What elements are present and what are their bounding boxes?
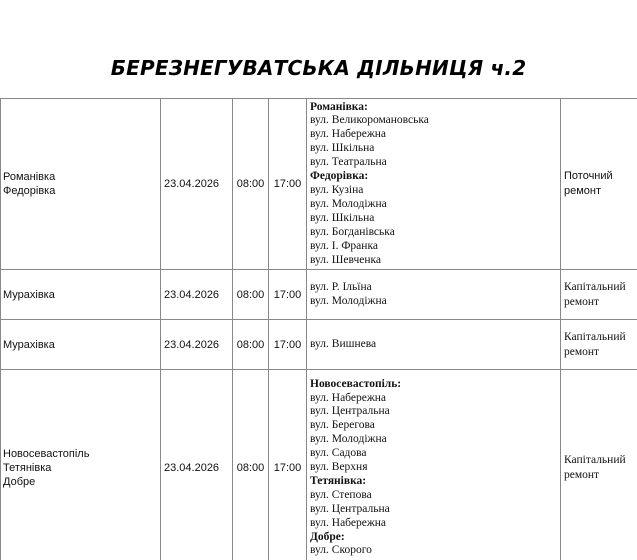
- work-type-cell: [561, 270, 637, 320]
- work-type-text: ремонт: [564, 345, 600, 358]
- locality-name: Федорівка: [3, 185, 56, 197]
- street-name: вул. Богданівська: [310, 225, 395, 238]
- street-name: вул. І. Франка: [310, 239, 378, 252]
- street-name: вул. Молодіжна: [310, 294, 387, 307]
- start-time-cell: 08:00: [233, 370, 269, 560]
- work-type-text: Капітальний: [564, 454, 626, 466]
- street-name: вул. Набережна: [310, 128, 387, 141]
- date-cell: 23.04.2026: [161, 270, 233, 320]
- table-row: [1, 320, 637, 370]
- table-row: [1, 270, 637, 320]
- work-type-cell: [561, 320, 637, 370]
- date-cell: 23.04.2026: [161, 370, 233, 560]
- street-name: вул. Центральна: [310, 405, 390, 418]
- end-time-cell: 17:00: [269, 99, 307, 270]
- end-time-cell: 17:00: [269, 370, 307, 560]
- end-time-cell: 17:00: [269, 320, 307, 370]
- street-name: вул. Набережна: [310, 516, 387, 529]
- locality-cell: [1, 320, 161, 370]
- street-name: вул. Великоромановська: [310, 114, 429, 127]
- street-name: вул. Вишнева: [310, 337, 377, 350]
- street-name: вул. Садова: [310, 447, 367, 460]
- work-type-text: ремонт: [564, 469, 600, 481]
- date-cell: 23.04.2026: [161, 320, 233, 370]
- work-type-text: ремонт: [564, 295, 600, 308]
- start-time-cell: 08:00: [233, 320, 269, 370]
- table-row: [1, 370, 637, 560]
- street-name: вул. Степова: [310, 488, 372, 501]
- locality-name: Мурахівка: [3, 288, 55, 301]
- outage-table-body: [1, 99, 637, 560]
- street-name: вул. Кузіна: [310, 184, 364, 196]
- street-name: вул. Р. Ільїна: [310, 280, 372, 293]
- date-cell: 23.04.2026: [161, 99, 233, 270]
- start-time-cell: 08:00: [233, 270, 269, 320]
- start-time-cell: 08:00: [233, 99, 269, 270]
- work-type-text: Капітальний: [564, 330, 626, 343]
- work-type-text: Поточний: [564, 170, 613, 182]
- street-name: вул. Шевченка: [310, 253, 382, 266]
- village-heading: Добре:: [310, 530, 345, 543]
- outage-table: [0, 98, 637, 560]
- streets-cell: [307, 370, 561, 560]
- locality-name: Романівка: [3, 171, 56, 183]
- end-time-cell: 17:00: [269, 270, 307, 320]
- work-type-cell: [561, 99, 637, 270]
- street-name: вул. Скорого: [310, 544, 372, 557]
- street-name: вул. Берегова: [310, 419, 375, 432]
- streets-cell: [307, 99, 561, 270]
- street-name: вул. Центральна: [310, 502, 390, 515]
- locality-name: Мурахівка: [3, 338, 55, 351]
- street-name: вул. Набережна: [310, 391, 387, 404]
- locality-name: Тетянівка: [3, 462, 52, 474]
- village-heading: Тетянівка:: [310, 474, 367, 487]
- street-name: вул. Молодіжна: [310, 197, 387, 210]
- street-name: вул. Верхня: [310, 461, 368, 474]
- village-heading: Новосевастопіль:: [310, 377, 402, 390]
- street-name: вул. Шкільна: [310, 142, 375, 155]
- village-heading: Романівка:: [310, 100, 368, 113]
- locality-name: Новосевастопіль: [3, 448, 90, 460]
- work-type-text: Капітальний: [564, 280, 626, 293]
- locality-cell: [1, 370, 161, 560]
- locality-cell: [1, 270, 161, 320]
- work-type-cell: [561, 370, 637, 560]
- street-name: вул. Театральна: [310, 156, 387, 169]
- page-title: БЕРЕЗНЕГУВАТСЬКА ДІЛЬНИЦЯ ч.2: [110, 56, 527, 80]
- work-type-text: ремонт: [564, 185, 602, 197]
- outage-table-container: [0, 98, 637, 560]
- locality-cell: [1, 99, 161, 270]
- street-name: вул. Молодіжна: [310, 433, 387, 446]
- locality-name: Добре: [3, 476, 36, 488]
- streets-cell: [307, 320, 561, 370]
- table-row: [1, 99, 637, 270]
- streets-cell: [307, 270, 561, 320]
- street-name: вул. Шкільна: [310, 211, 375, 224]
- village-heading: Федорівка:: [310, 170, 369, 183]
